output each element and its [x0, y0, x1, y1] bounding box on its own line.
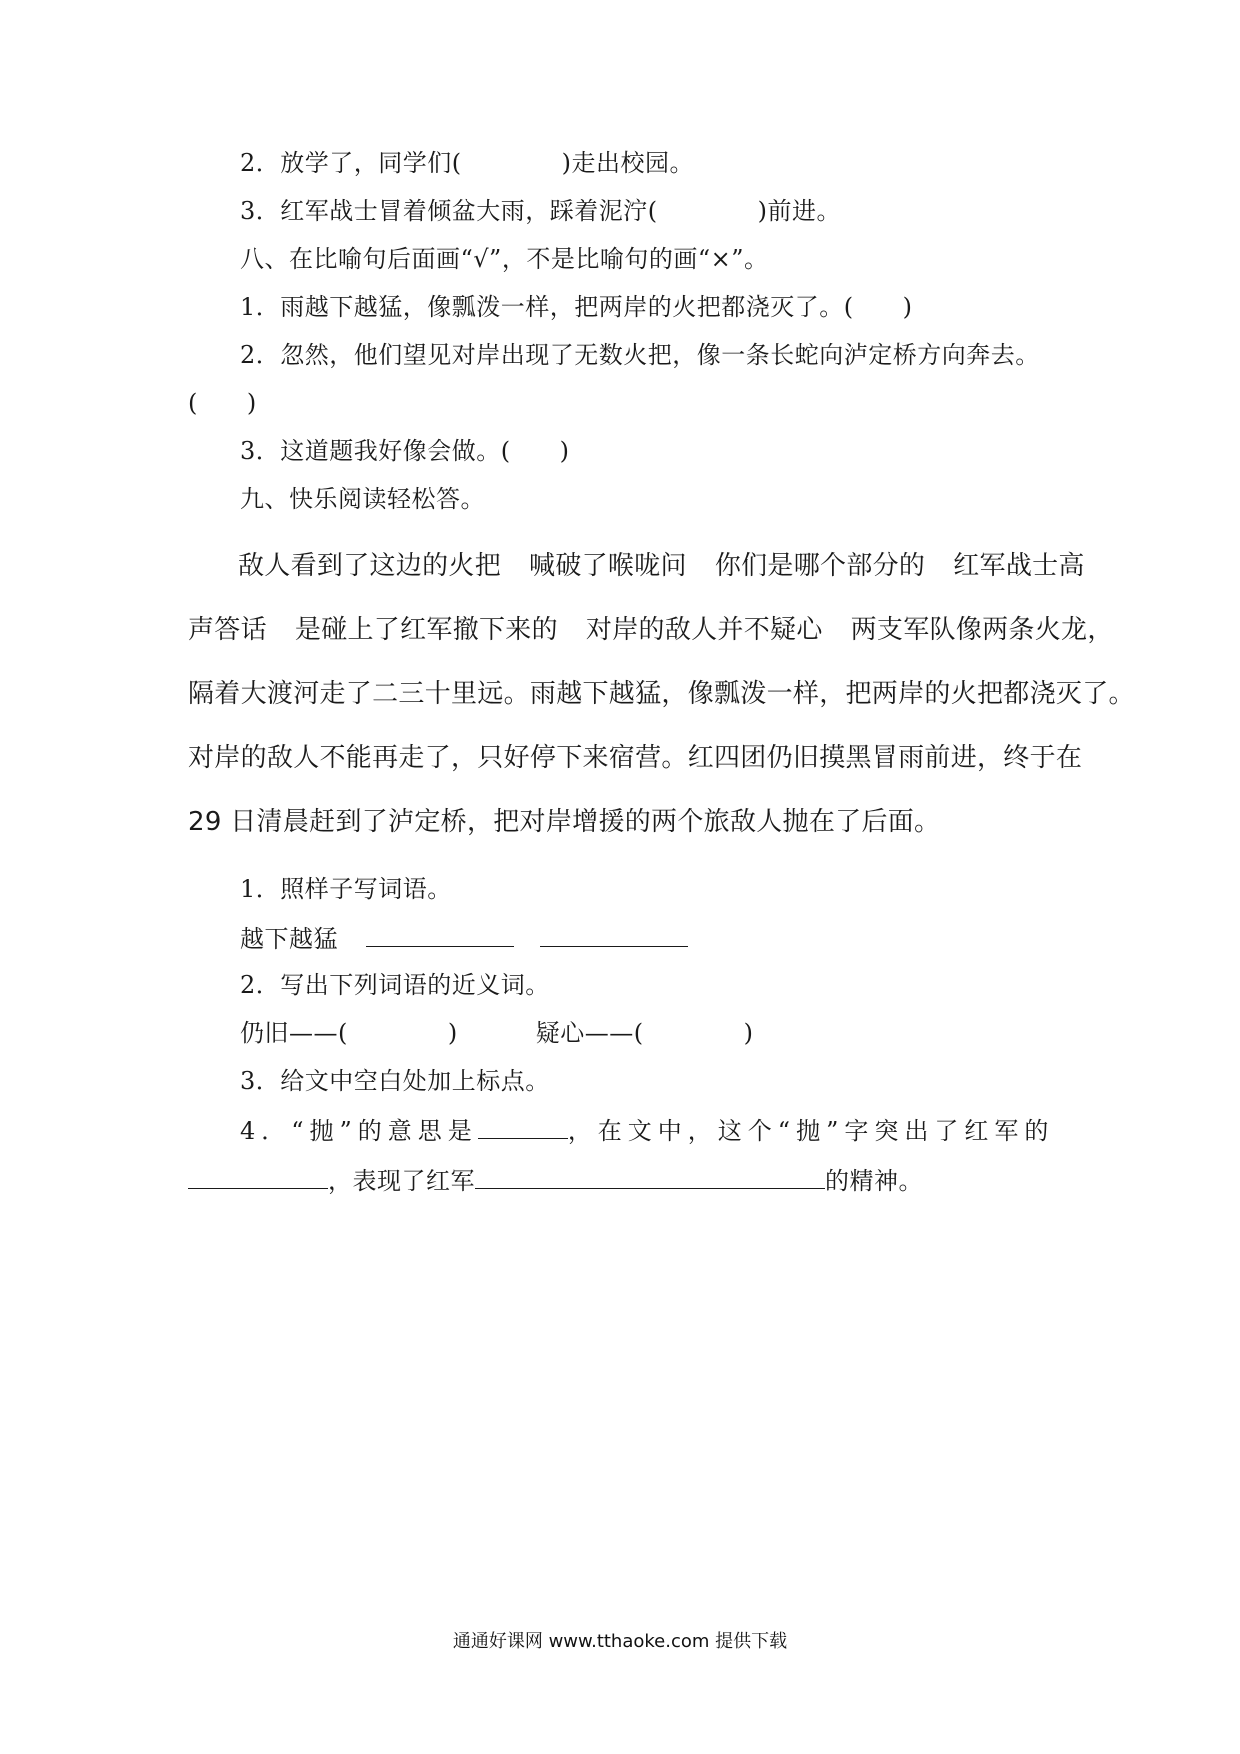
answer-line[interactable]: [540, 922, 688, 947]
q9-sub4-part4: 的精神。: [825, 1167, 923, 1195]
passage-segment: 对岸的敌人并不疑心: [585, 615, 823, 645]
passage-line-4: 对岸的敌人不能再走了，只好停下来宿营。红四团仍旧摸黑冒雨前进，终于在: [188, 743, 1083, 773]
passage-segment: 喊破了喉咙问: [529, 551, 687, 581]
q7-item-3-after: )前进。: [757, 197, 842, 225]
passage-segment: 声答话: [188, 615, 267, 645]
answer-line[interactable]: [478, 1114, 568, 1139]
answer-line[interactable]: [475, 1164, 825, 1189]
paren-close: ): [743, 1019, 754, 1047]
q8-item-3[interactable]: 3．这道题我好像会做。( ): [240, 437, 570, 465]
answer-line[interactable]: [188, 1164, 328, 1189]
q8-heading: 八、在比喻句后面画“√”，不是比喻句的画“×”。: [240, 245, 769, 273]
q8-item-2-answer[interactable]: ( ): [188, 389, 257, 417]
synonym-word-2: 疑心——(: [535, 1019, 644, 1047]
passage-segment: 你们是哪个部分的: [714, 551, 926, 581]
q8-item-2: 2．忽然，他们望见对岸出现了无数火把，像一条长蛇向泸定桥方向奔去。: [240, 341, 1040, 369]
passage-segment: 红军战士高: [953, 551, 1085, 581]
q7-item-3-before: 3．红军战士冒着倾盆大雨，踩着泥泞(: [240, 197, 658, 225]
q9-sub1-title: 1．照样子写词语。: [240, 875, 452, 903]
q9-sub2-row: [240, 1018, 754, 1048]
q8-item-1[interactable]: 1．雨越下越猛，像瓢泼一样，把两岸的火把都浇灭了。( ): [240, 293, 913, 321]
passage-segment: 敌人看到了这边的火把: [238, 551, 502, 581]
q7-item-3: [240, 196, 841, 226]
synonym-word-1: 仍旧——(: [240, 1019, 348, 1047]
passage-line-5: 29 日清晨赶到了泸定桥，把对岸增援的两个旅敌人抛在了后面。: [188, 807, 941, 837]
q9-sub3-title: 3．给文中空白处加上标点。: [240, 1067, 550, 1095]
q7-item-2: [240, 148, 694, 178]
q9-sub4-line-2: [188, 1164, 923, 1196]
q7-item-2-before: 2．放学了，同学们(: [240, 149, 462, 177]
q9-sub4-part2: ，在文中，这个“抛”字突出了红军的: [567, 1117, 1055, 1145]
passage-line-2: [188, 614, 1114, 646]
q9-sub4-part1: 4．“抛”的意思是: [240, 1117, 478, 1145]
q9-sub1-row: [240, 922, 688, 954]
passage-segment: 两支军队像两条火龙，: [850, 615, 1114, 645]
footer-source: 通通好课网 www.tthaoke.com 提供下载: [452, 1631, 788, 1652]
q9-sub1-example: 越下越猛: [240, 925, 338, 953]
paren-close: ): [447, 1019, 458, 1047]
q7-item-2-after: )走出校园。: [561, 149, 695, 177]
answer-line[interactable]: [366, 922, 514, 947]
q9-sub4-part3: ，表现了红军: [328, 1167, 475, 1195]
q9-heading: 九、快乐阅读轻松答。: [240, 485, 485, 513]
passage-line-1: [238, 550, 1085, 582]
q9-sub4-line-1: [240, 1114, 1054, 1146]
q9-sub2-title: 2．写出下列词语的近义词。: [240, 971, 550, 999]
passage-segment: 是碰上了红军撤下来的: [294, 615, 558, 645]
passage-line-3: 隔着大渡河走了二三十里远。雨越下越猛，像瓢泼一样，把两岸的火把都浇灭了。: [188, 679, 1135, 709]
